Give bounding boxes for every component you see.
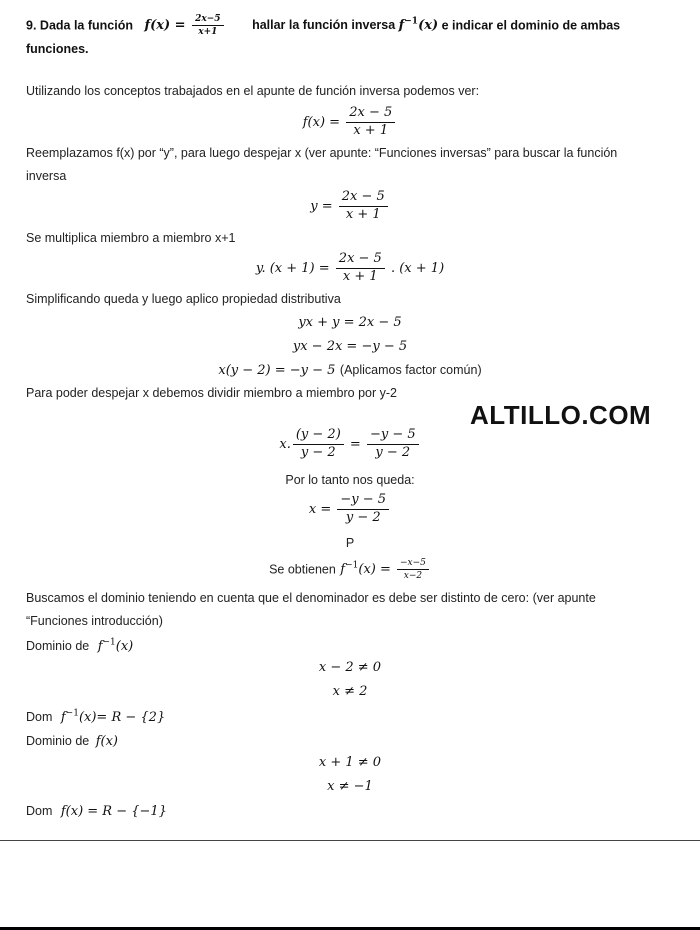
- eq2-lhs: y =: [310, 198, 333, 214]
- eq7-fraction-2: [367, 428, 419, 461]
- equation-3: [0, 252, 700, 285]
- paragraph-por-lo-tanto: Por lo tanto nos queda:: [285, 473, 415, 487]
- eq1-den: x + 1: [353, 122, 389, 138]
- equation-2: [0, 190, 700, 223]
- eq7-fraction-1: [293, 428, 344, 461]
- dominio-function-label: [26, 732, 118, 750]
- equation-6-line: [0, 361, 700, 379]
- eq2-num: 2x − 5: [339, 190, 388, 207]
- equation-6: x(y − 2) = −y − 5: [218, 363, 336, 378]
- p7-den: x−2: [403, 571, 423, 582]
- footer-divider: [0, 840, 700, 841]
- dominio-inverse-label: [26, 637, 133, 655]
- eq1-fraction: [346, 106, 395, 139]
- eq8-fraction: [337, 493, 389, 526]
- p9-text: Dominio de: [26, 639, 90, 653]
- eq3-lhs: y. (x + 1) =: [255, 260, 330, 276]
- exercise-heading: [26, 14, 620, 38]
- eq8-den: y − 2: [345, 509, 381, 525]
- eq8-num: −y − 5: [337, 493, 389, 510]
- equation-6-note: (Aplicamos factor común): [339, 363, 482, 377]
- dom1-math: [61, 710, 165, 725]
- equation-12: x ≠ −1: [327, 779, 373, 794]
- p7-fraction: [397, 558, 429, 582]
- dom-function-result: [26, 802, 167, 820]
- heading-inv-arg: (x): [418, 18, 439, 34]
- eq7-num2: −y − 5: [367, 428, 419, 445]
- p10-text: Dominio de: [26, 734, 90, 748]
- dom-inverse-result: [26, 708, 165, 726]
- heading-frac-den: x+1: [198, 27, 218, 38]
- eq1-lhs: f(x) =: [302, 114, 341, 130]
- p7-f: f: [340, 562, 346, 578]
- watermark-altillo: ALTILLO.COM: [470, 400, 652, 430]
- p9-f: f: [97, 639, 103, 654]
- p10-f: f(x): [95, 734, 118, 749]
- p7-sup: −1: [345, 561, 359, 572]
- p9-arg: (x): [115, 639, 134, 654]
- dom1-f: f: [60, 710, 66, 725]
- eq8-lhs: x =: [308, 501, 332, 517]
- heading-fx: f(x) =: [144, 18, 186, 34]
- equation-7: x. $\frac{(y - 2)}{y - 2}$ = $\frac{-y - 5}{y - 2}$: [0, 428, 700, 461]
- paragraph-multiplica: Se multiplica miembro a miembro x+1: [26, 231, 236, 245]
- eq2-den: x + 1: [345, 206, 381, 222]
- eq7-num1: (y − 2): [293, 428, 344, 445]
- eq3-num: 2x − 5: [336, 252, 385, 269]
- stray-letter-p: P: [345, 536, 355, 550]
- heading-inverse: [399, 18, 438, 33]
- heading-inv-f: f: [398, 18, 405, 34]
- eq7-x: x.: [279, 436, 291, 452]
- dom1-rest: (x)= R − {2}: [78, 710, 166, 725]
- p9-math: [98, 639, 134, 654]
- heading-text-hallar: hallar la función inversa: [252, 18, 396, 33]
- paragraph-se-obtienen: [0, 558, 700, 582]
- dom1-label: Dom: [26, 710, 53, 724]
- heading-fraction: [192, 14, 223, 38]
- paragraph-despejar: Para poder despejar x debemos dividir miembro a miembro por y-2: [26, 386, 397, 400]
- heading-line-2: funciones.: [26, 42, 89, 56]
- p7-arg: (x) =: [358, 562, 391, 578]
- eq7-den2: y − 2: [375, 444, 411, 460]
- exercise-number: 9.: [26, 18, 37, 33]
- p7-math: [340, 558, 431, 582]
- eq1-num: 2x − 5: [346, 106, 395, 123]
- equation-5: yx − 2x = −y − 5: [292, 339, 408, 354]
- equation-9: x − 2 ≠ 0: [318, 660, 382, 675]
- paragraph-buscamos-2: “Funciones introducción): [26, 614, 163, 628]
- p7-text: Se obtienen: [269, 562, 336, 577]
- eq3-fraction: [336, 252, 385, 285]
- equation-4: yx + y = 2x − 5: [298, 315, 402, 330]
- p9-sup: −1: [102, 637, 116, 648]
- eq2-fraction: [339, 190, 388, 223]
- dom2-label: Dom: [26, 804, 53, 818]
- eq3-rhs: . (x + 1): [390, 260, 445, 276]
- dom2-rest: f(x) = R − {−1}: [60, 804, 167, 819]
- paragraph-simplificando: Simplificando queda y luego aplico propiedad distributiva: [26, 292, 341, 306]
- dom1-sup: −1: [65, 708, 79, 719]
- paragraph-intro: Utilizando los conceptos trabajados en el apunte de función inversa podemos ver:: [26, 84, 480, 98]
- equation-1: [0, 106, 700, 139]
- heading-frac-num: 2x−5: [192, 14, 223, 26]
- heading-inv-sup: −1: [404, 17, 419, 28]
- heading-function: [144, 14, 230, 38]
- paragraph-buscamos: Buscamos el dominio teniendo en cuenta que el denominador es debe ser distinto de cero: (ver apunte: [26, 591, 596, 605]
- heading-text-indicar: e indicar el dominio de ambas: [441, 18, 621, 33]
- equation-10: x ≠ 2: [332, 684, 368, 699]
- paragraph-reemplazamos: Reemplazamos f(x) por “y”, para luego despejar x (ver apunte: “Funciones inversas” para buscar la función: [26, 146, 618, 160]
- heading-text-dada: Dada la función: [39, 18, 133, 33]
- paragraph-reemplazamos-2: inversa: [26, 169, 67, 183]
- eq3-den: x + 1: [342, 268, 378, 284]
- p7-num: −x−5: [397, 558, 429, 570]
- eq7-den1: y − 2: [300, 444, 336, 460]
- equation-8: [0, 493, 700, 526]
- equation-11: x + 1 ≠ 0: [318, 755, 382, 770]
